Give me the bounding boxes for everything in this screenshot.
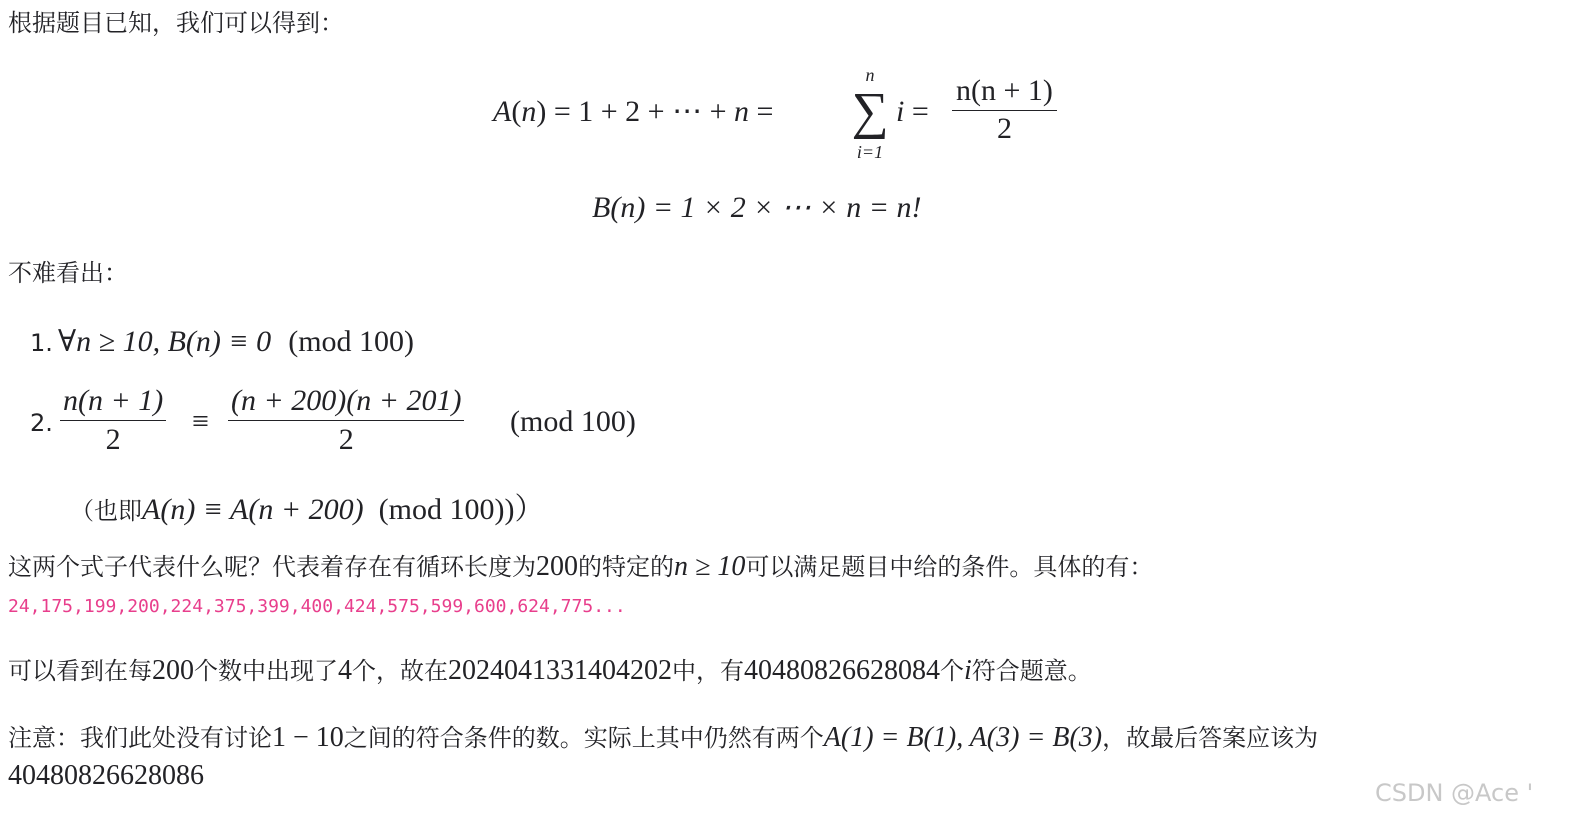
observe-text: 不难看出：	[8, 259, 128, 287]
sigma-lower: i=1	[856, 142, 884, 162]
para2-f: 2024041331404202	[448, 655, 672, 686]
paragraph-1	[8, 551, 1153, 583]
inline-code: 24,175,199,200,224,375,399,400,424,575,599,600,624,775...	[8, 596, 626, 617]
para2-i: 个	[940, 657, 964, 685]
paragraph-3-line-1	[8, 722, 1318, 754]
watermark: CSDN @Ace '	[1375, 779, 1534, 807]
intro-text: 根据题目已知，我们可以得到：	[8, 9, 344, 37]
para1-num: 200	[536, 551, 578, 582]
sigma-symbol: ∑	[851, 83, 889, 140]
para1-mid: 的特定的	[578, 553, 674, 581]
para2-a: 可以看到在每	[8, 657, 152, 685]
eq-a-equals: =	[749, 95, 774, 128]
para1-prefix: 这两个式子代表什么呢？代表着存在有循环长度为	[8, 553, 536, 581]
frac2-den: 2	[338, 423, 354, 456]
eq-b-lhs: B(n)	[592, 191, 646, 224]
list-item-2-frac1	[60, 384, 166, 459]
list-item-2-equiv: ≡	[192, 405, 209, 438]
para2-b: 200	[152, 655, 194, 686]
list-item-1-mod: (mod 100)	[288, 325, 415, 358]
para2-k: 符合题意。	[971, 657, 1092, 685]
note-math: A(n) ≡ A(n + 200)	[142, 493, 364, 526]
paragraph-2	[8, 655, 1092, 687]
frac1-num: n(n + 1)	[60, 384, 166, 421]
para1-math: n ≥ 10	[674, 551, 746, 582]
eq-a-sum-expr: = 1 + 2 + ⋯ +	[546, 95, 735, 128]
para3-e: ，故最后答案应该为	[1102, 724, 1319, 752]
para3-d: A(1) = B(1), A(3) = B(3)	[823, 722, 1103, 753]
eq-a-lhs-n: n	[521, 95, 537, 128]
list-marker: 2.	[30, 409, 53, 437]
list-item-2-frac2	[228, 384, 464, 459]
eq-a-frac-den: 2	[996, 112, 1012, 145]
equation-a: A(n) = 1 + 2 + ⋯ + n =	[493, 95, 774, 128]
note-open: （也即	[70, 497, 142, 525]
sigma-body: i =	[896, 95, 929, 128]
para1-suffix: 可以满足题目中给的条件。具体的有：	[745, 553, 1154, 581]
note-mod: (mod 100)	[378, 493, 505, 526]
eq-a-lhs-a: A	[493, 95, 512, 128]
eq-a-frac-num: n(n + 1)	[952, 74, 1057, 111]
list-item	[30, 324, 414, 359]
para2-e: 个，故在	[352, 657, 448, 685]
eq-b-expr: = 1 × 2 × ⋯ × n = n!	[645, 191, 922, 224]
note-line	[70, 484, 544, 528]
list-item-2-mod: (mod 100)	[510, 405, 636, 438]
equation-b	[592, 190, 922, 226]
note-close: )）	[504, 493, 545, 526]
para2-c: 个数中出现了	[194, 657, 338, 685]
frac1-den: 2	[105, 423, 121, 456]
para2-j: i	[964, 655, 972, 686]
eq-a-sum-n: n	[734, 95, 750, 128]
list-item-1-math: ∀n ≥ 10, B(n) ≡ 0	[58, 325, 272, 358]
para3-c: 之间的符合条件的数。实际上其中仍然有两个	[343, 724, 824, 752]
para2-d: 4	[338, 655, 352, 686]
frac2-num: (n + 200)(n + 201)	[228, 384, 464, 421]
para2-h: 40480826628084	[744, 655, 940, 686]
sigma-upper: n	[865, 65, 875, 85]
para3-a: 注意：我们此处没有讨论	[8, 724, 272, 752]
para3-b: 1 − 10	[272, 722, 344, 753]
paragraph-3-line-2: 40480826628086	[8, 760, 204, 791]
para2-g: 中，有	[672, 657, 744, 685]
eq-a-fraction	[952, 74, 1057, 147]
list-marker: 1.	[30, 329, 53, 357]
